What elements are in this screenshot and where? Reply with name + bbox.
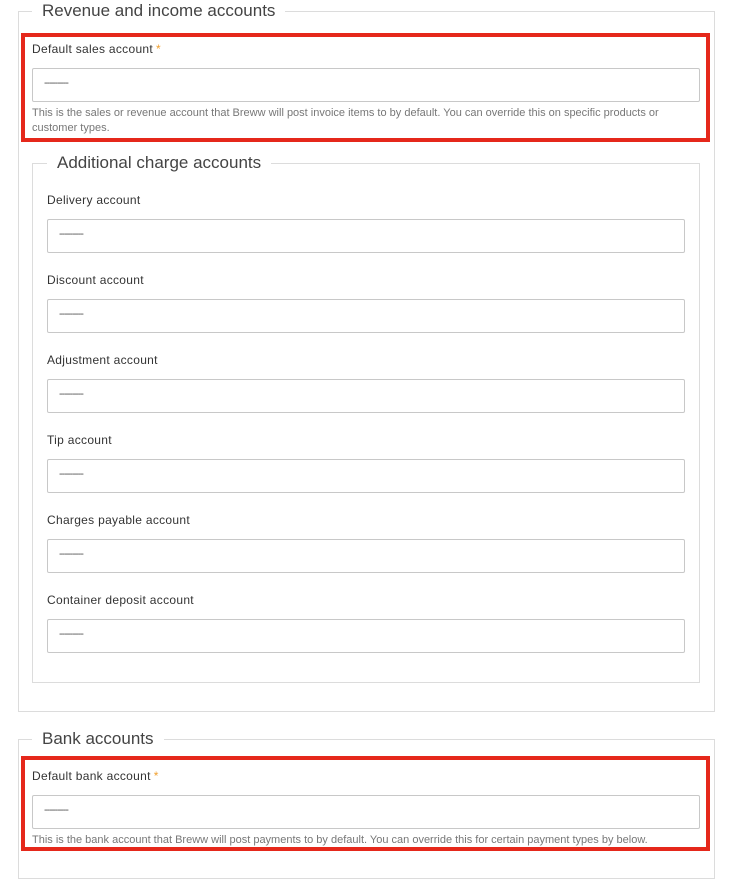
discount-account-value: --------- <box>59 308 83 320</box>
tip-account-value: --------- <box>59 468 83 480</box>
container-deposit-account-value: --------- <box>59 628 83 640</box>
delivery-account-value: --------- <box>59 228 83 240</box>
tip-account-select[interactable] <box>47 459 685 493</box>
delivery-account-select[interactable] <box>47 219 685 253</box>
default-bank-account-help: This is the bank account that Breww will post payments to by default. You can override this for certain payment types by below. <box>32 834 648 846</box>
charges-payable-account-value: --------- <box>59 548 83 560</box>
bank-accounts-legend: Bank accounts <box>32 729 164 749</box>
additional-charge-legend: Additional charge accounts <box>47 153 271 173</box>
required-marker: * <box>153 769 159 783</box>
container-deposit-account-label: Container deposit account <box>47 593 194 607</box>
charges-payable-account-select[interactable] <box>47 539 685 573</box>
default-sales-highlight-box <box>21 33 710 142</box>
default-sales-account-label: Default sales account * <box>32 42 162 56</box>
default-bank-account-label: Default bank account * <box>32 769 159 783</box>
discount-account-label: Discount account <box>47 273 144 287</box>
default-sales-account-help: This is the sales or revenue account that Breww will post invoice items to by default. You can override this on specific products or customer types. <box>32 107 659 134</box>
discount-account-select[interactable] <box>47 299 685 333</box>
delivery-account-label: Delivery account <box>47 193 141 207</box>
tip-account-label: Tip account <box>47 433 112 447</box>
container-deposit-account-select[interactable] <box>47 619 685 653</box>
default-sales-account-value: --------- <box>44 77 68 89</box>
default-bank-highlight-box <box>21 756 710 851</box>
required-marker: * <box>156 42 162 56</box>
adjustment-account-select[interactable] <box>47 379 685 413</box>
charges-payable-account-label: Charges payable account <box>47 513 190 527</box>
revenue-income-legend: Revenue and income accounts <box>32 1 285 21</box>
adjustment-account-label: Adjustment account <box>47 353 158 367</box>
default-bank-account-value: --------- <box>44 804 68 816</box>
adjustment-account-value: --------- <box>59 388 83 400</box>
